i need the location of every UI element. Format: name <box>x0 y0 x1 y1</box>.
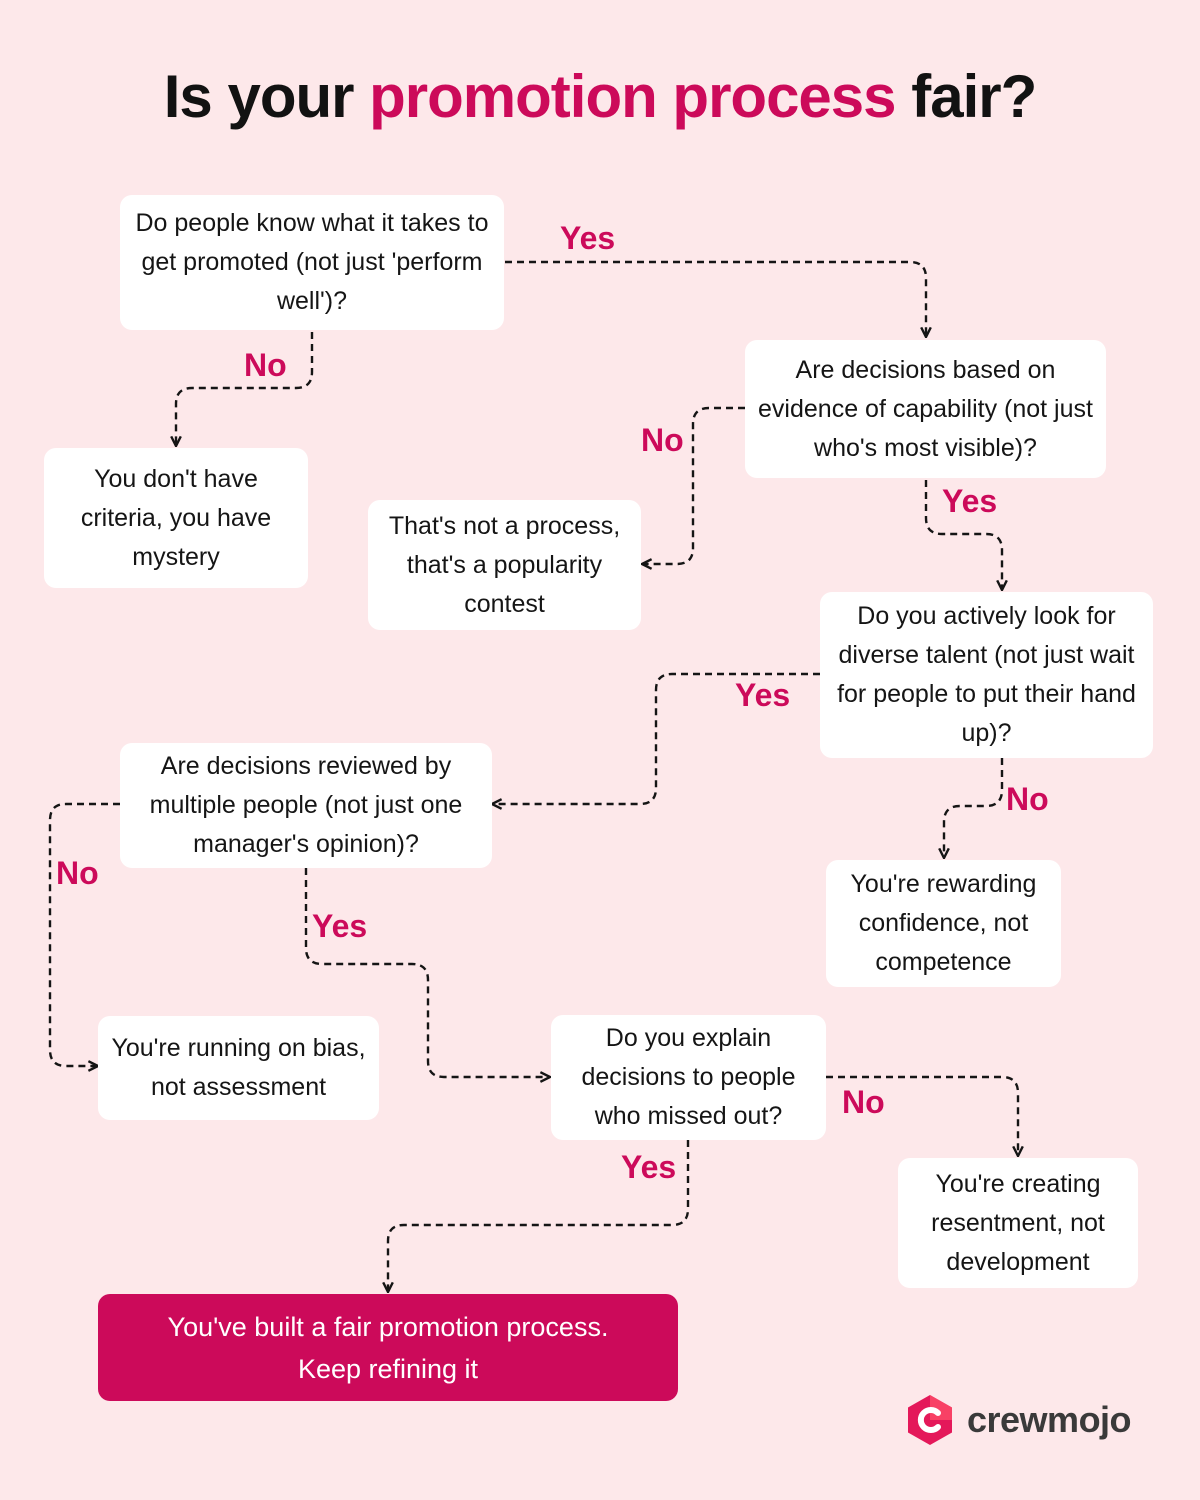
question-diverse-talent: Do you actively look for diverse talent (not just wait for people to put their hand up)? <box>820 592 1153 758</box>
label-q3-yes: Yes <box>735 677 791 713</box>
title-prefix: Is your <box>163 63 354 130</box>
question-criteria: Do people know what it takes to get promoted (not just 'perform well')? <box>120 195 504 330</box>
result-bias: You're running on bias, not assessment <box>98 1016 379 1120</box>
question-multiple-reviewers: Are decisions reviewed by multiple people (not just one manager's opinion)? <box>120 743 492 868</box>
final-line-1: You've built a fair promotion process. <box>167 1311 609 1342</box>
label-q5-yes: Yes <box>621 1149 677 1185</box>
label-q1-yes: Yes <box>560 220 616 256</box>
question-evidence: Are decisions based on evidence of capability (not just who's most visible)? <box>745 340 1106 478</box>
crewmojo-hexagon-icon <box>905 1393 955 1447</box>
crewmojo-logo <box>905 1393 1131 1447</box>
result-rewarding-confidence: You're rewarding confidence, not competence <box>826 860 1061 987</box>
question-explain-decisions: Do you explain decisions to people who missed out? <box>551 1015 826 1140</box>
label-q2-yes: Yes <box>942 483 998 519</box>
brand-name: crewmojo <box>967 1399 1132 1440</box>
result-resentment: You're creating resentment, not development <box>898 1158 1138 1288</box>
final-line-2: Keep refining it <box>297 1353 479 1384</box>
label-q2-no: No <box>641 422 684 458</box>
result-popularity-contest: That's not a process, that's a popularity contest <box>368 500 641 630</box>
label-q4-yes: Yes <box>312 908 368 944</box>
label-q3-no: No <box>1006 781 1049 817</box>
title-suffix: fair? <box>911 63 1037 130</box>
result-fair-process <box>98 1294 678 1401</box>
edge-q1-yes <box>505 262 926 337</box>
label-q4-no: No <box>56 855 99 891</box>
label-q1-no: No <box>244 347 287 383</box>
label-q5-no: No <box>842 1084 885 1120</box>
title-highlight: promotion process <box>369 63 896 130</box>
result-no-criteria: You don't have criteria, you have mystery <box>44 448 308 588</box>
edge-q3-no <box>944 758 1002 858</box>
